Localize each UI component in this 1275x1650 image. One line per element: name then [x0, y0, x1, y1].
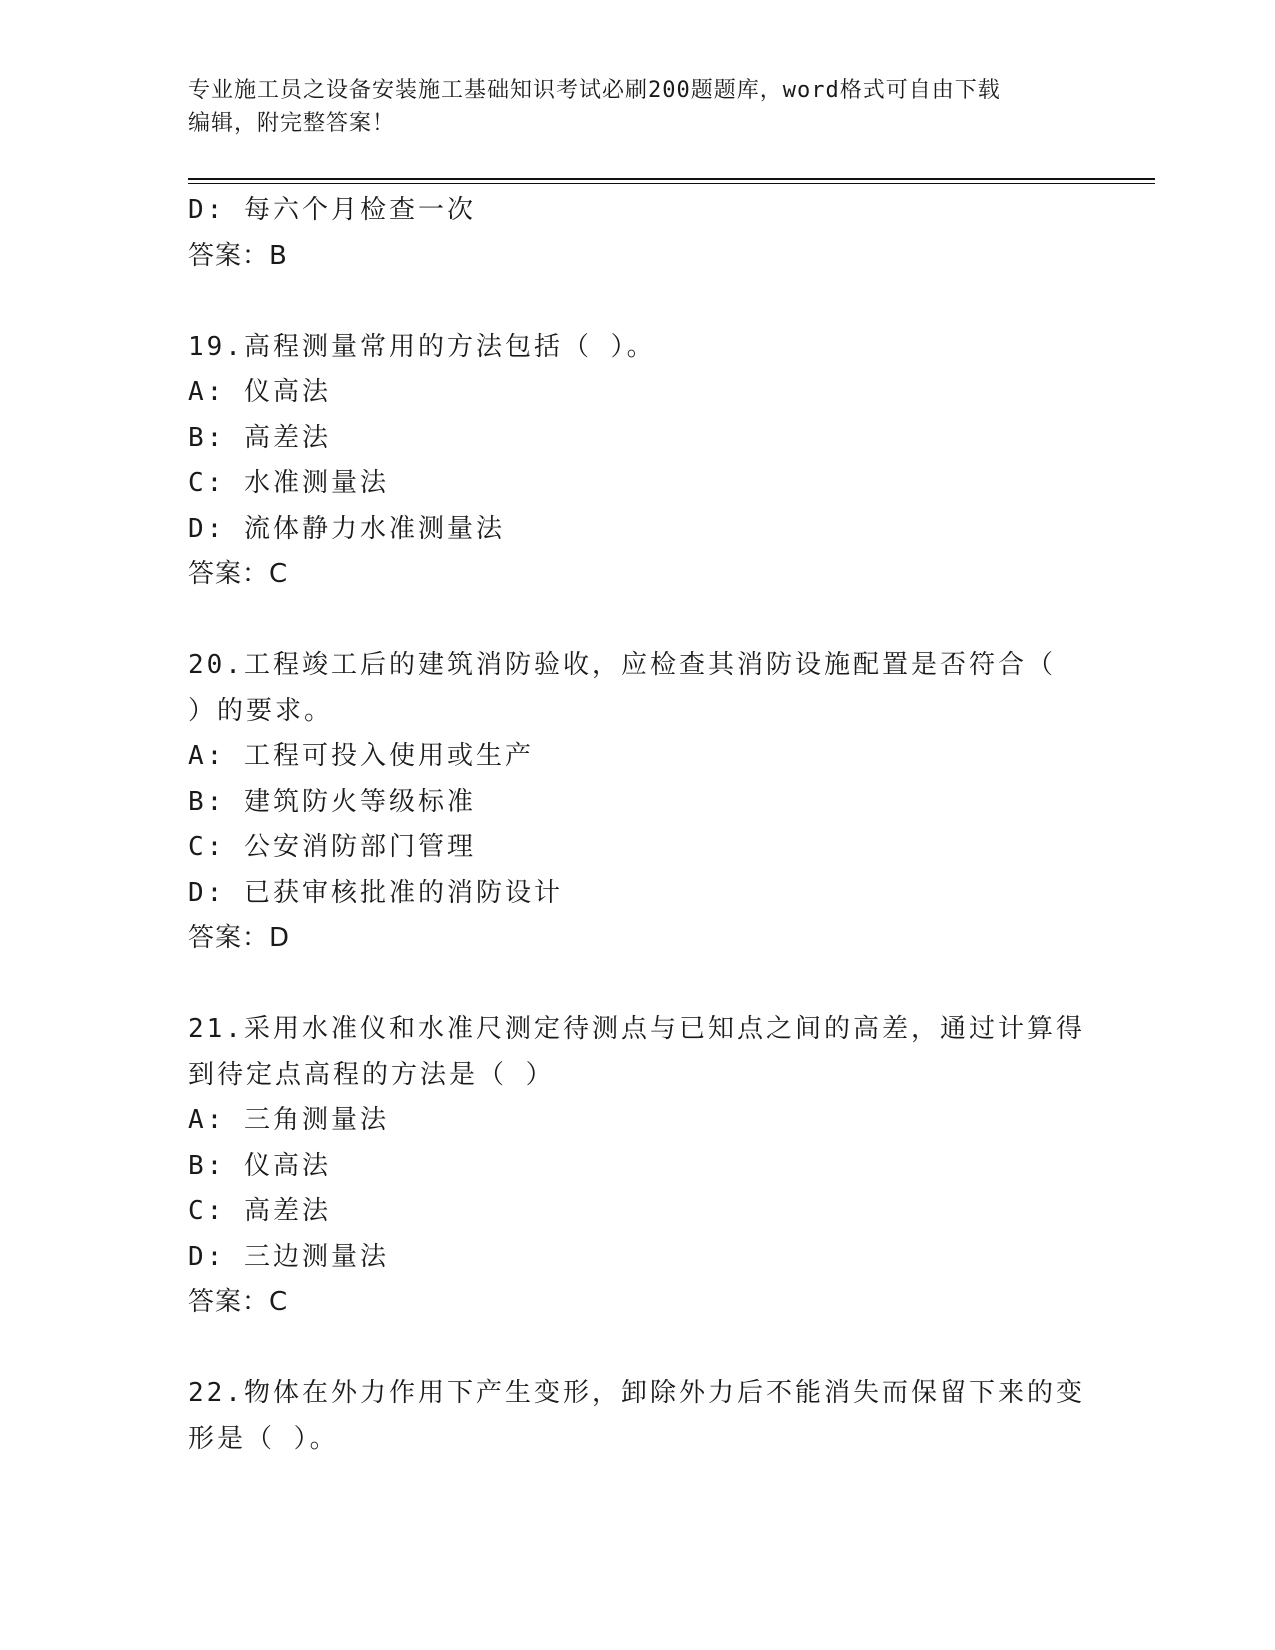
question-stem-line-2: 到待定点高程的方法是（ ）: [188, 1059, 555, 1090]
option-a: A: 工程可投入使用或生产: [188, 741, 534, 771]
option-b: B: 建筑防火等级标准: [188, 786, 476, 817]
spacer: [188, 1326, 1088, 1372]
option-c: C: 公安消防部门管理: [188, 832, 476, 862]
question-stem-line-1: 20.工程竣工后的建筑消防验收，应检查其消防设施配置是否符合（: [188, 650, 1056, 680]
question-21: [188, 1007, 1088, 1326]
answer-line: 答案：C: [188, 1287, 289, 1317]
header-divider-thin: [188, 183, 1155, 184]
header-divider-thick: [188, 178, 1155, 180]
header-line-2: 编辑，附完整答案！: [188, 111, 396, 136]
option-d: D: 已获审核批准的消防设计: [188, 877, 563, 908]
question-stem: 19.高程测量常用的方法包括（ ）。: [188, 331, 656, 362]
option-a: A: 三角测量法: [188, 1105, 389, 1135]
question-stem-line-1: 21.采用水准仪和水准尺测定待测点与已知点之间的高差，通过计算得: [188, 1014, 1085, 1044]
question-stem-line-2: 形是（ ）。: [188, 1423, 339, 1454]
option-d: D: 每六个月检查一次: [188, 195, 476, 225]
question-20: [188, 643, 1088, 962]
document-header: [188, 74, 1088, 140]
option-b: B: 高差法: [188, 422, 331, 453]
header-line-1: 专业施工员之设备安装施工基础知识考试必刷200题题库，word格式可自由下载: [188, 78, 1001, 103]
question-19: [188, 325, 1088, 598]
option-d: D: 三边测量法: [188, 1241, 389, 1272]
answer-line: 答案：B: [188, 240, 288, 271]
answer-line: 答案：C: [188, 559, 289, 589]
spacer: [188, 598, 1088, 644]
option-d: D: 流体静力水准测量法: [188, 513, 505, 544]
question-stem-line-1: 22.物体在外力作用下产生变形，卸除外力后不能消失而保留下来的变: [188, 1378, 1085, 1408]
spacer: [188, 962, 1088, 1008]
option-b: B: 仪高法: [188, 1150, 331, 1181]
question-22: [188, 1371, 1088, 1462]
option-c: C: 高差法: [188, 1196, 331, 1226]
option-c: C: 水准测量法: [188, 468, 389, 498]
question-18-tail: [188, 188, 1088, 279]
spacer: [188, 279, 1088, 325]
question-stem-line-2: ）的要求。: [188, 695, 334, 726]
answer-line: 答案：D: [188, 923, 291, 953]
option-a: A: 仪高法: [188, 377, 331, 407]
question-list: [188, 188, 1088, 1462]
